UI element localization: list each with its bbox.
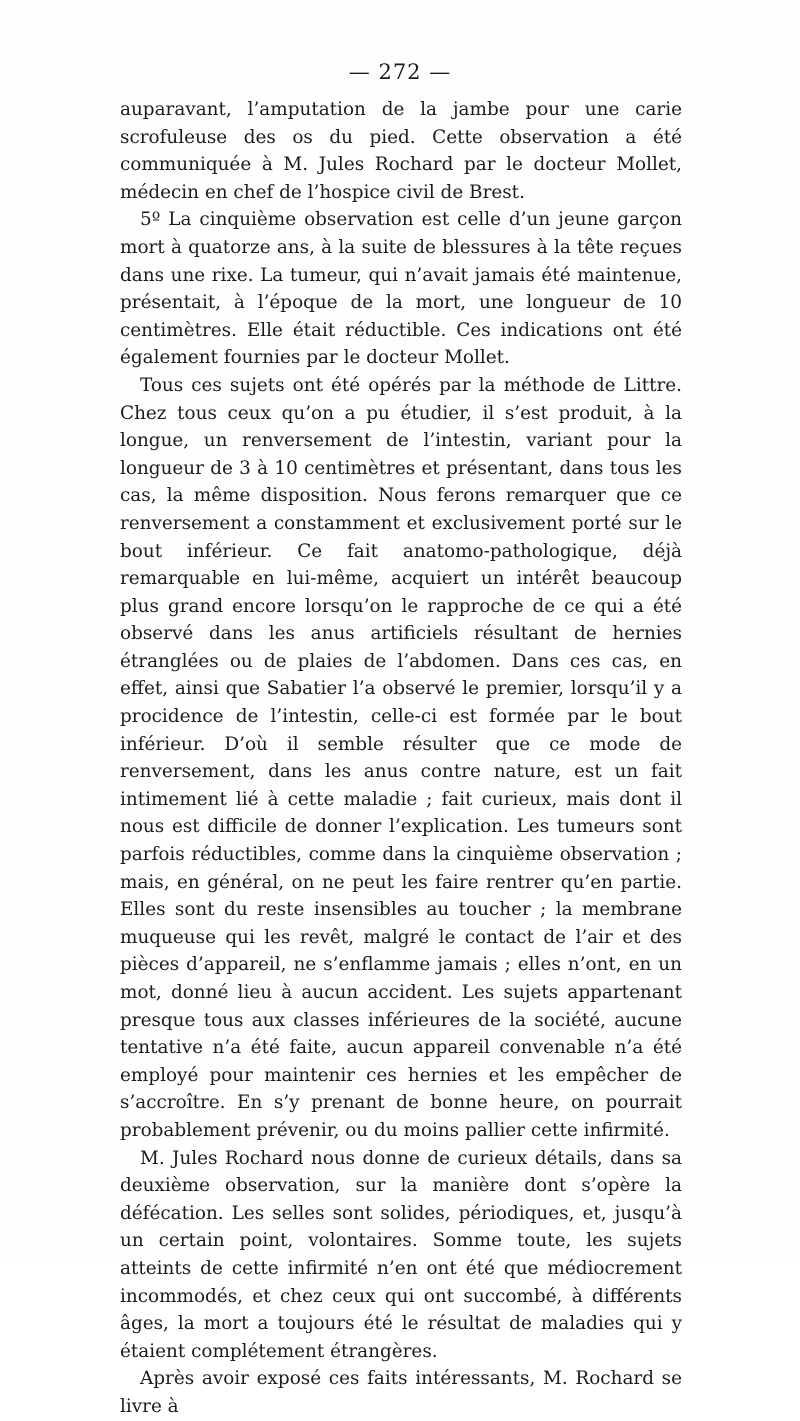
body-text xyxy=(120,96,682,1421)
paragraph-fifth-observation: 5º La cinquième observation est celle d’un jeune garçon mort à quatorze ans, à la suite de blessures à la tête reçues dans une rixe. La tumeur, qui n’avait jamais été maintenue, présentait, à l’époque de la mort, une longueur de 10 centimètres. Elle était réductible. Ces indications ont été également fournies par le docteur Mollet. xyxy=(120,209,682,369)
page-number: — 272 — xyxy=(348,60,452,84)
paragraph-defecation-details: M. Jules Rochard nous donne de curieux détails, dans sa deuxième observation, sur la manière dont s’opère la défécation. Les selles sont solides, périodiques, et, jusqu’à un certain point, volontaires. Somme toute, les sujets atteints de cette infirmité n’en ont été que médiocrement incommodés, et chez ceux qui ont succombé, à différents âges, la mort a toujours été le résultat de maladies qui y étaient complétement étrangères. xyxy=(120,1147,682,1362)
paragraph-continuation: auparavant, l’amputation de la jambe pour une carie scrofuleuse des os du pied. Cette observation a été communiquée à M. Jules Rochard par le docteur Mollet, médecin en chef de l’hospice civil de Brest. xyxy=(120,99,682,203)
paragraph-closing: Après avoir exposé ces faits intéressants, M. Rochard se livre à xyxy=(120,1368,682,1417)
paragraph-littre-method: Tous ces sujets ont été opérés par la méthode de Littre. Chez tous ceux qu’on a pu étudier, il s’est produit, à la longue, un renversement de l’intestin, variant pour la longueur de 3 à 10 centimètres et présentant, dans tous les cas, la même disposition. Nous ferons remarquer que ce renversement a constamment et exclusivement porté sur le bout inférieur. Ce fait anatomo-pathologique, déjà remarquable en lui-même, acquiert un intérêt beaucoup plus grand encore lorsqu’on le rapproche de ce qui a été observé dans les anus artificiels résultant de hernies étranglées ou de plaies de l’abdomen. Dans ces cas, en effet, ainsi que Sabatier l’a observé le premier, lorsqu’il y a procidence de l’intestin, celle-ci est formée par le bout inférieur. D’où il semble résulter que ce mode de renversement, dans les anus contre nature, est un fait intimement lié à cette maladie ; fait curieux, mais dont il nous est difficile de donner l’explication. Les tumeurs sont parfois réductibles, comme dans la cinquième observation ; mais, en général, on ne peut les faire rentrer qu’en partie. Elles sont du reste insensibles au toucher ; la membrane muqueuse qui les revêt, malgré le contact de l’air et des pièces d’appareil, ne s’enflamme jamais ; elles n’ont, en un mot, donné lieu à aucun accident. Les sujets appartenant presque tous aux classes inférieures de la société, aucune tentative n’a été faite, aucun appareil convenable n’a été employé pour maintenir ces hernies et les empêcher de s’accroître. En s’y prenant de bonne heure, on pourrait probablement prévenir, ou du moins pallier cette infirmité. xyxy=(120,374,682,1141)
